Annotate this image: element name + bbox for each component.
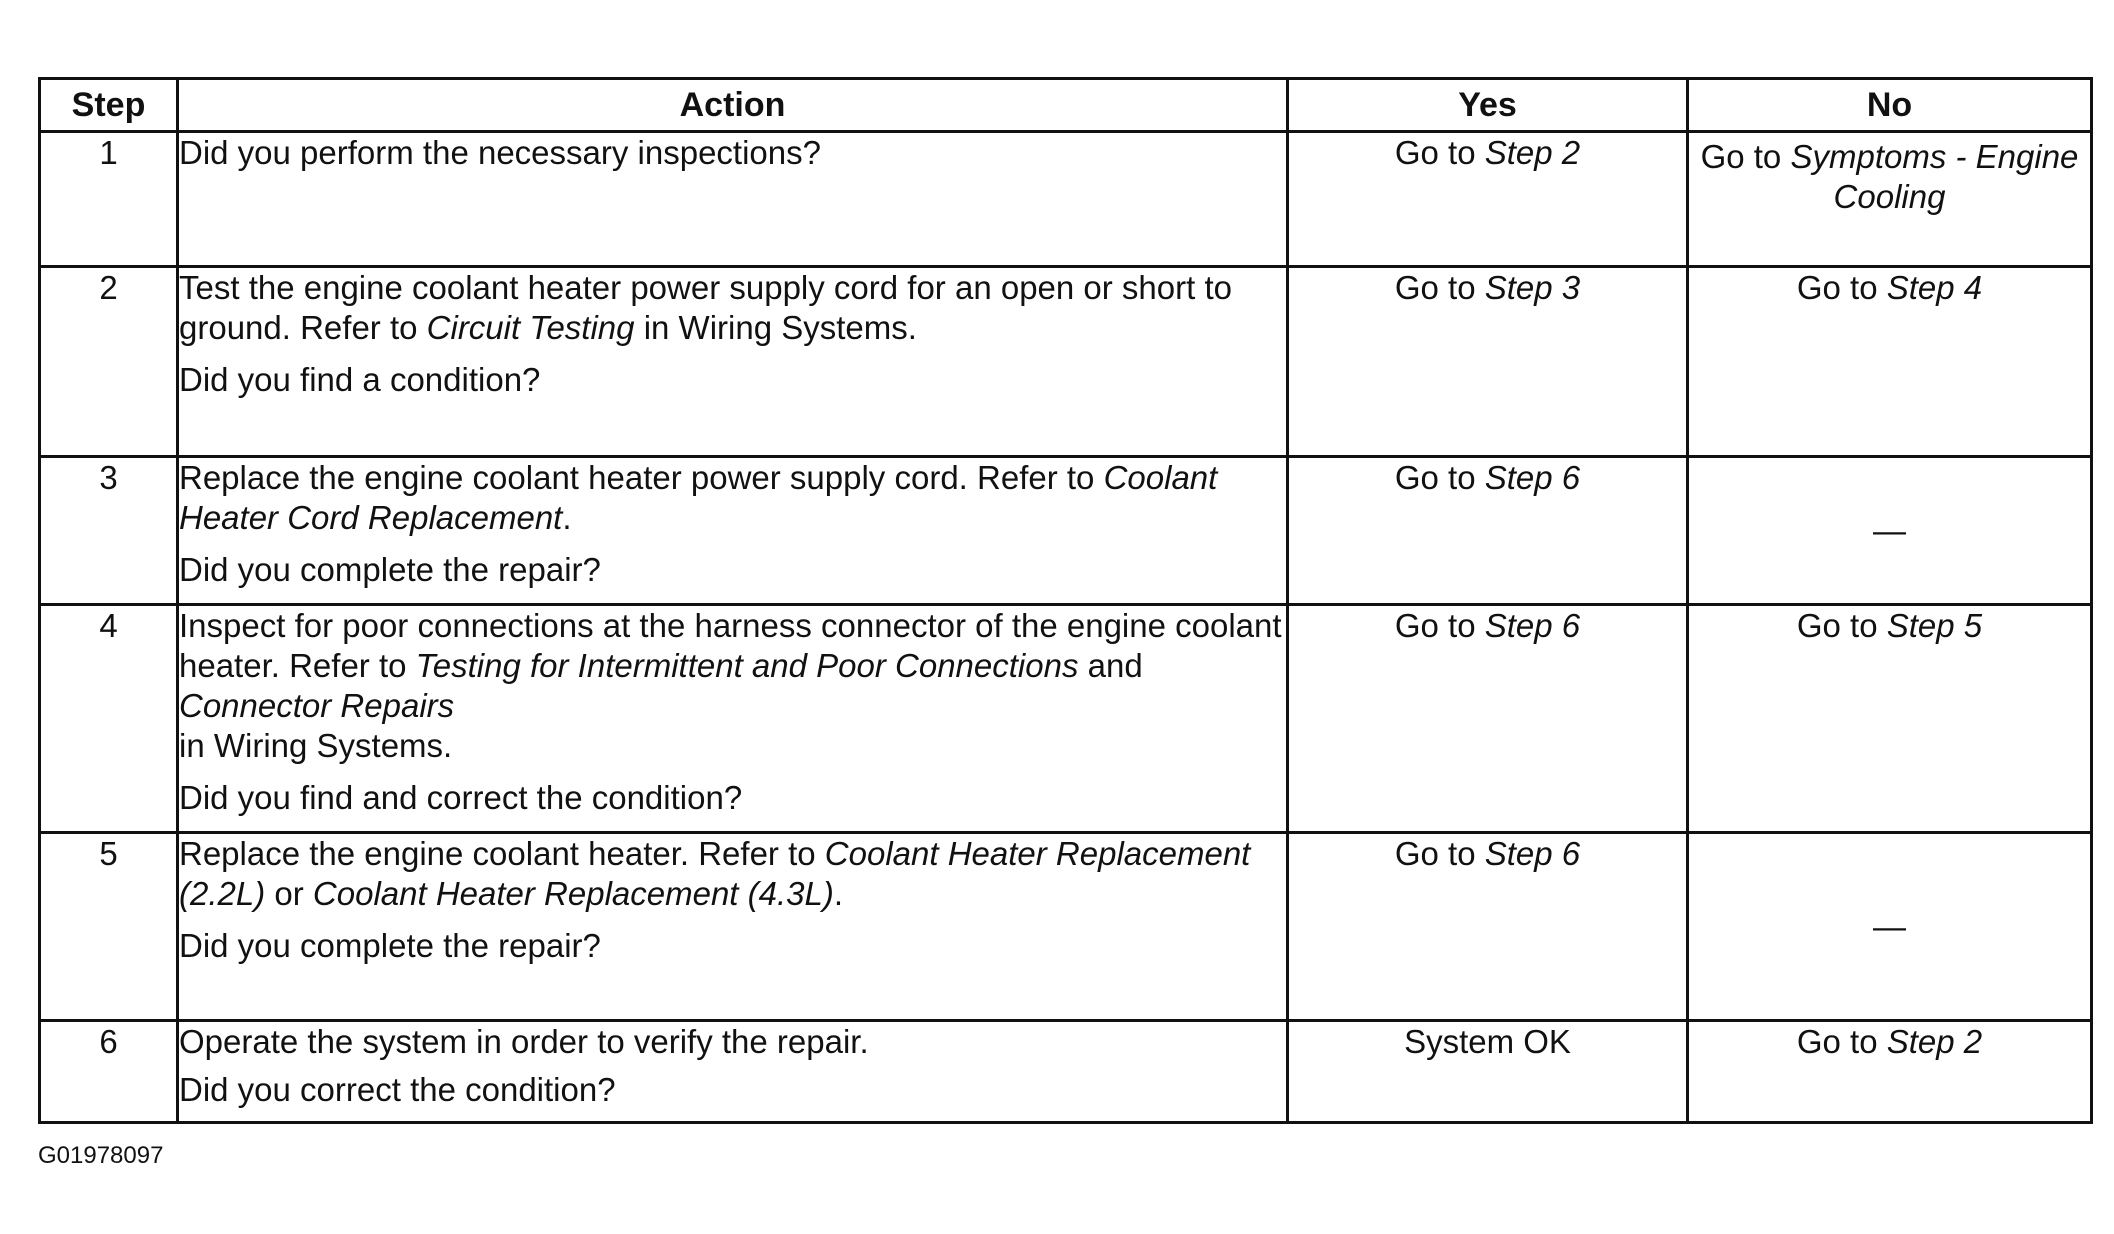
table-row	[40, 605, 2092, 833]
yes-cell: Go to Step 6	[1288, 605, 1688, 833]
action-cell	[178, 457, 1288, 605]
action-cell	[178, 833, 1288, 1021]
symptoms-ref-link[interactable]: Symptoms - Engine Cooling	[1790, 138, 2079, 215]
no-cell: Go to Step 4	[1688, 267, 2092, 457]
header-action: Action	[178, 79, 1288, 132]
step-number: 1	[40, 132, 178, 267]
doc-ref-link[interactable]: Coolant Heater Replacement (2.2L)	[179, 835, 1251, 912]
table-row	[40, 833, 2092, 1021]
no-cell	[1688, 457, 2092, 605]
no-cell: Go to Step 2	[1688, 1021, 2092, 1123]
yes-cell: Go to Step 6	[1288, 833, 1688, 1021]
system-ok-text: System OK	[1404, 1023, 1571, 1060]
action-question: Did you complete the repair?	[179, 551, 601, 588]
yes-cell	[1288, 1021, 1688, 1123]
doc-ref-link[interactable]: Coolant Heater Cord Replacement	[179, 459, 1218, 536]
action-cell	[178, 267, 1288, 457]
not-applicable-dash: —	[1873, 907, 1906, 945]
action-instruction: Test the engine coolant heater power supply cord for an open or short to ground. Refer to Circuit Testing in Wiring Systems.	[179, 269, 1232, 346]
no-cell: Go to Symptoms - Engine Cooling	[1688, 132, 2092, 267]
yes-cell: Go to Step 6	[1288, 457, 1688, 605]
no-cell	[1688, 833, 2092, 1021]
action-instruction: Replace the engine coolant heater. Refer to Coolant Heater Replacement (2.2L) or Coolant Heater Replacement (4.3L).	[179, 835, 1251, 912]
step-ref-link[interactable]: Step 5	[1886, 607, 1983, 644]
figure-code: G01978097	[38, 1142, 164, 1169]
table-row	[40, 267, 2092, 457]
table-row	[40, 457, 2092, 605]
step-ref-link[interactable]: Step 6	[1484, 835, 1581, 872]
step-ref-link[interactable]: Step 6	[1484, 607, 1581, 644]
action-cell	[178, 605, 1288, 833]
action-question: Did you find a condition?	[179, 361, 541, 398]
diagnostic-table	[38, 77, 2093, 1124]
step-number: 4	[40, 605, 178, 833]
step-ref-link[interactable]: Step 4	[1886, 269, 1983, 306]
action-instruction: Operate the system in order to verify the repair.	[179, 1023, 869, 1060]
action-question: Did you find and correct the condition?	[179, 779, 743, 816]
doc-ref-link[interactable]: Circuit Testing	[426, 309, 635, 346]
action-cell	[178, 1021, 1288, 1123]
doc-ref-link[interactable]: Connector Repairs	[179, 687, 455, 724]
action-question: Did you correct the condition?	[179, 1071, 616, 1108]
step-ref-link[interactable]: Step 3	[1484, 269, 1581, 306]
yes-cell: Go to Step 3	[1288, 267, 1688, 457]
action-instruction: Replace the engine coolant heater power supply cord. Refer to Coolant Heater Cord Replacement.	[179, 459, 1218, 536]
step-number: 6	[40, 1021, 178, 1123]
header-step: Step	[40, 79, 178, 132]
header-no: No	[1688, 79, 2092, 132]
action-cell	[178, 132, 1288, 267]
no-cell: Go to Step 5	[1688, 605, 2092, 833]
action-question: Did you perform the necessary inspections?	[179, 134, 821, 171]
step-number: 2	[40, 267, 178, 457]
action-question: Did you complete the repair?	[179, 927, 601, 964]
step-ref-link[interactable]: Step 2	[1886, 1023, 1983, 1060]
header-yes: Yes	[1288, 79, 1688, 132]
not-applicable-dash: —	[1873, 511, 1906, 549]
table-row	[40, 1021, 2092, 1123]
doc-ref-link[interactable]: Testing for Intermittent and Poor Connections	[415, 647, 1079, 684]
table-row	[40, 132, 2092, 267]
yes-cell: Go to Step 2	[1288, 132, 1688, 267]
header-row	[40, 79, 2092, 132]
step-number: 5	[40, 833, 178, 1021]
action-instruction: Inspect for poor connections at the harness connector of the engine coolant heater. Refer to Testing for Intermittent and Poor Connections and Connector Repairs in Wiring Systems.	[179, 607, 1282, 764]
step-number: 3	[40, 457, 178, 605]
step-ref-link[interactable]: Step 2	[1484, 134, 1581, 171]
doc-ref-link[interactable]: Coolant Heater Replacement (4.3L)	[312, 875, 834, 912]
step-ref-link[interactable]: Step 6	[1484, 459, 1581, 496]
